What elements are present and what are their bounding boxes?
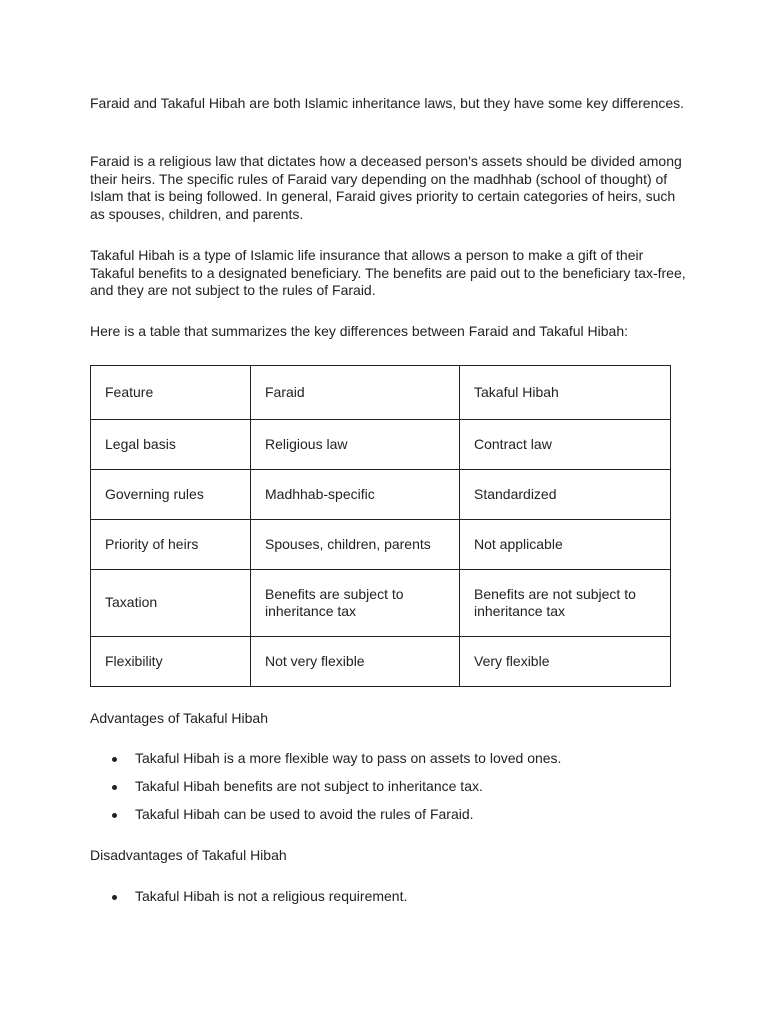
table-intro-paragraph: Here is a table that summarizes the key differences between Faraid and Takaful Hibah: bbox=[90, 323, 628, 339]
table-cell: Flexibility bbox=[91, 637, 251, 687]
bullet-icon bbox=[112, 785, 117, 790]
list-item-text: Takaful Hibah benefits are not subject to inheritance tax. bbox=[135, 778, 483, 794]
list-item bbox=[90, 806, 690, 834]
table-cell: Religious law bbox=[251, 420, 460, 470]
table-row bbox=[91, 420, 671, 470]
takaful-paragraph: Takaful Hibah is a type of Islamic life insurance that allows a person to make a gift of their Takaful benefits to a designated beneficiary. The benefits are paid out to the beneficiary tax-free, and they are not subject to the rules of Faraid. bbox=[90, 247, 686, 298]
table-cell: Legal basis bbox=[91, 420, 251, 470]
table-cell: Very flexible bbox=[460, 637, 671, 687]
table-cell: Benefits are not subject to inheritance tax bbox=[460, 570, 671, 637]
table-cell: Madhhab-specific bbox=[251, 470, 460, 520]
table-header-cell: Feature bbox=[91, 366, 251, 420]
differences-table bbox=[90, 365, 671, 687]
table-row bbox=[91, 570, 671, 637]
advantages-list bbox=[90, 750, 690, 834]
list-item-text: Takaful Hibah is not a religious requirement. bbox=[135, 888, 408, 904]
table-cell: Taxation bbox=[91, 570, 251, 637]
table-cell: Not very flexible bbox=[251, 637, 460, 687]
faraid-paragraph: Faraid is a religious law that dictates how a deceased person's assets should be divided among their heirs. The specific rules of Faraid vary depending on the madhhab (school of thought) of Islam that is being followed. In general, Faraid gives priority to certain categories of heirs, such as spouses, children, and parents. bbox=[90, 153, 682, 222]
intro-paragraph: Faraid and Takaful Hibah are both Islamic inheritance laws, but they have some key differences. bbox=[90, 95, 685, 111]
table-cell: Contract law bbox=[460, 420, 671, 470]
list-item bbox=[90, 888, 690, 916]
table-cell: Standardized bbox=[460, 470, 671, 520]
list-item-text: Takaful Hibah is a more flexible way to pass on assets to loved ones. bbox=[135, 750, 562, 766]
table-cell: Not applicable bbox=[460, 520, 671, 570]
table-row bbox=[91, 637, 671, 687]
table-cell: Spouses, children, parents bbox=[251, 520, 460, 570]
table-header-row bbox=[91, 366, 671, 420]
table-row bbox=[91, 470, 671, 520]
disadvantages-list bbox=[90, 888, 690, 916]
list-item bbox=[90, 750, 690, 778]
advantages-heading: Advantages of Takaful Hibah bbox=[90, 710, 268, 726]
table-cell: Governing rules bbox=[91, 470, 251, 520]
bullet-icon bbox=[112, 757, 117, 762]
table-cell: Priority of heirs bbox=[91, 520, 251, 570]
table-header-cell: Faraid bbox=[251, 366, 460, 420]
list-item bbox=[90, 778, 690, 806]
bullet-icon bbox=[112, 895, 117, 900]
table-cell: Benefits are subject to inheritance tax bbox=[251, 570, 460, 637]
table-header-cell: Takaful Hibah bbox=[460, 366, 671, 420]
disadvantages-heading: Disadvantages of Takaful Hibah bbox=[90, 847, 287, 863]
list-item-text: Takaful Hibah can be used to avoid the rules of Faraid. bbox=[135, 806, 474, 822]
bullet-icon bbox=[112, 813, 117, 818]
table-row bbox=[91, 520, 671, 570]
